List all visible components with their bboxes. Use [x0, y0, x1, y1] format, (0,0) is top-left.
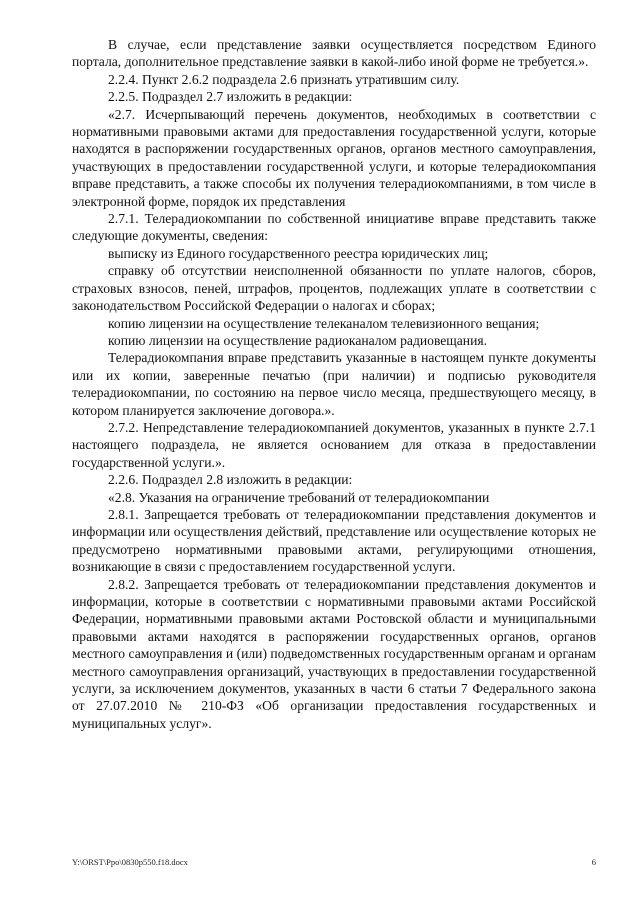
paragraph: 2.2.6. Подраздел 2.8 изложить в редакции:	[108, 472, 353, 488]
paragraph: копию лицензии на осуществление радиоканалом радиовещания.	[108, 332, 488, 348]
paragraph: 2.2.4. Пункт 2.6.2 подраздела 2.6 признать утратившим силу.	[108, 71, 460, 87]
paragraph: В случае, если представление заявки осуществляется посредством Единого портала, дополнительное представление заявки в какой-либо иной форме не требуется.».	[72, 37, 596, 70]
page-footer	[72, 857, 596, 867]
paragraph: 2.8.1. Запрещается требовать от телерадиокомпании представления документов и информации или осуществления действий, представление или осуществление которых не предусмотрено нормативными правовыми актами, регулирующими отношения, возникающие в связи с предоставлением государственной услуги.	[72, 506, 596, 575]
paragraph: «2.7. Исчерпывающий перечень документов, необходимых в соответствии с нормативными правовыми актами для предоставления государственной услуги, которые находятся в распоряжении государственных органов, органов местного самоуправления, участвующих в предоставлении государственной услуги, и которые телерадиокомпания вправе представить, а также способы их получения телерадиокомпаниями, в том числе в электронной форме, порядок их представления	[72, 106, 596, 209]
paragraph: 2.8.2. Запрещается требовать от телерадиокомпании представления документов и информации, которые в соответствии с нормативными правовыми актами Российской Федерации, нормативными правовыми актами Ростовской области и муниципальными правовыми актами находятся в распоряжении государственных органов, органов местного самоуправления и (или) подведомственных государственным органам и органам местного самоуправления организаций, участвующих в предоставлении государственной услуги, за исключением документов, указанных в части 6 статьи 7 Федерального закона от 27.07.2010 № 210-ФЗ «Об организации предоставления государственных и муниципальных услуг».	[72, 576, 596, 731]
paragraph: выписку из Единого государственного реестра юридических лиц;	[108, 245, 489, 261]
paragraph: 2.2.5. Подраздел 2.7 изложить в редакции:	[108, 89, 353, 105]
footer-file-path: Y:\ORST\Ppo\0830p550.f18.docx	[72, 857, 188, 867]
page-number: 6	[591, 857, 596, 867]
paragraph: 2.7.1. Телерадиокомпании по собственной инициативе вправе представить также следующие документы, сведения:	[72, 211, 596, 244]
paragraph: копию лицензии на осуществление телеканалом телевизионного вещания;	[108, 315, 540, 331]
paragraph: «2.8. Указания на ограничение требований от телерадиокомпании	[108, 489, 490, 505]
paragraph: Телерадиокомпания вправе представить указанные в настоящем пункте документы или их копии, заверенные печатью (при наличии) и подписью руководителя телерадиокомпании, по состоянию на первое число месяца, предшествующего месяцу, в котором планируется заключение договора.».	[72, 350, 596, 418]
document-body	[72, 36, 596, 732]
paragraph: справку об отсутствии неисполненной обязанности по уплате налогов, сборов, страховых взносов, пеней, штрафов, процентов, подлежащих уплате в соответствии с законодательством Российской Федерации о налогах и сборах;	[72, 263, 596, 314]
paragraph: 2.7.2. Непредставление телерадиокомпанией документов, указанных в пункте 2.7.1 настоящего подраздела, не является основанием для отказа в предоставлении государственной услуги.».	[72, 419, 596, 470]
